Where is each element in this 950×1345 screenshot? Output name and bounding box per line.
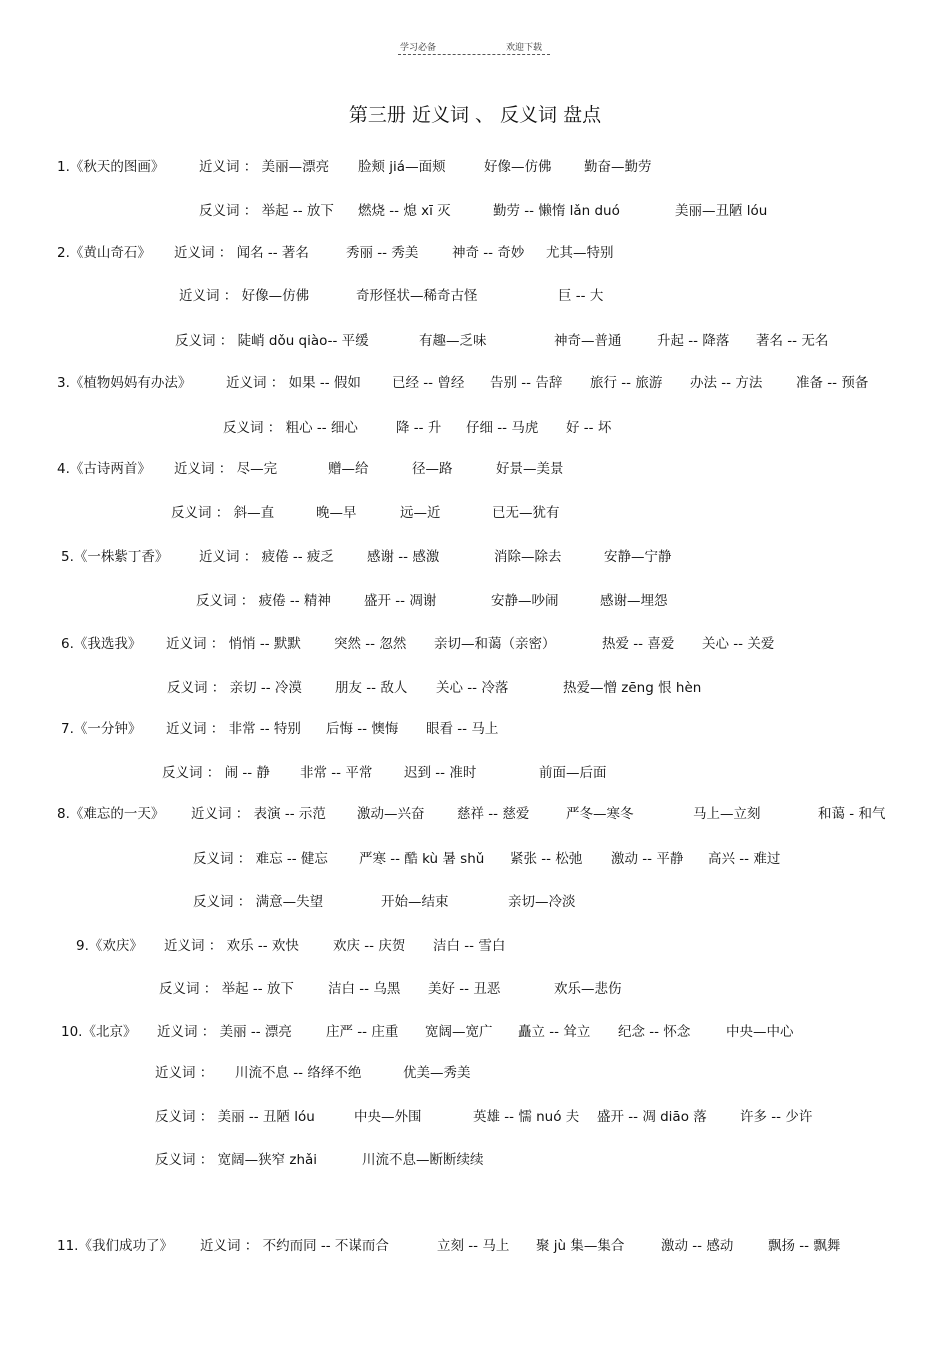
word-pair: 近义词 ： 好像—仿佛 xyxy=(179,288,310,304)
list-item xyxy=(0,419,950,437)
lesson-title: 1.《秋天的图画》 xyxy=(57,159,165,175)
list-item xyxy=(0,764,950,782)
word-pair: 优美—秀美 xyxy=(403,1065,471,1081)
word-pair: 和蔼 - 和气 xyxy=(818,806,886,822)
word-pair: 反义词 ： 斜—直 xyxy=(171,505,275,521)
word-pair: 赠—给 xyxy=(328,461,369,477)
word-pair: 近义词 ： 疲倦 -- 疲乏 xyxy=(199,549,334,565)
word-pair: 近义词 ： 悄悄 -- 默默 xyxy=(166,636,301,652)
word-pair: 近义词 ： 不约而同 -- 不谋而合 xyxy=(200,1238,389,1254)
word-pair: 反义词 ： 闹 -- 静 xyxy=(162,765,270,781)
word-pair: 反义词 ： 满意—失望 xyxy=(193,894,324,910)
word-pair: 川流不息—断断续续 xyxy=(362,1152,484,1168)
list-item xyxy=(0,1064,950,1082)
list-item xyxy=(0,1023,950,1041)
word-pair: 美好 -- 丑恶 xyxy=(428,981,501,997)
word-pair: 神奇 -- 奇妙 xyxy=(452,245,525,261)
word-pair: 晚—早 xyxy=(316,505,357,521)
page-header xyxy=(398,38,550,56)
word-pair: 非常 -- 平常 xyxy=(300,765,373,781)
word-pair: 欢乐—悲伤 xyxy=(554,981,622,997)
word-pair: 远—近 xyxy=(400,505,441,521)
word-pair: 宽阔—宽广 xyxy=(425,1024,493,1040)
word-pair: 近义词 ： 表演 -- 示范 xyxy=(191,806,326,822)
header-divider xyxy=(398,54,550,55)
lesson-title: 7.《一分钟》 xyxy=(61,721,142,737)
word-pair: 矗立 -- 耸立 xyxy=(518,1024,591,1040)
word-pair: 洁白 -- 雪白 xyxy=(433,938,506,954)
word-pair: 纪念 -- 怀念 xyxy=(618,1024,691,1040)
word-pair: 告别 -- 告辞 xyxy=(490,375,563,391)
word-pair: 近义词 ： 欢乐 -- 欢快 xyxy=(164,938,299,954)
list-item xyxy=(0,244,950,262)
header-right-text: 欢迎下载 xyxy=(506,43,543,53)
word-pair: 后悔 -- 懊悔 xyxy=(326,721,399,737)
word-pair: 燃烧 -- 熄 xī 灭 xyxy=(358,203,451,219)
word-pair: 英雄 -- 懦 nuó 夫 xyxy=(473,1109,580,1125)
word-pair: 降 -- 升 xyxy=(396,420,442,436)
word-pair: 关心 -- 关爱 xyxy=(702,636,775,652)
list-item xyxy=(0,592,950,610)
word-pair: 安静—吵闹 xyxy=(491,593,559,609)
word-pair: 办法 -- 方法 xyxy=(690,375,763,391)
lesson-title: 6.《我选我》 xyxy=(61,636,142,652)
word-pair: 径—路 xyxy=(412,461,453,477)
word-pair: 近义词 ： 如果 -- 假如 xyxy=(226,375,361,391)
word-pair: 奇形怪状—稀奇古怪 xyxy=(356,288,478,304)
word-pair: 美丽—丑陋 lóu xyxy=(675,203,768,219)
word-pair: 聚 jù 集—集合 xyxy=(536,1238,625,1254)
word-pair: 眼看 -- 马上 xyxy=(426,721,499,737)
list-item xyxy=(0,1108,950,1126)
word-pair: 严冬—寒冬 xyxy=(566,806,634,822)
word-pair: 激动 -- 平静 xyxy=(611,851,684,867)
word-pair: 著名 -- 无名 xyxy=(756,333,829,349)
lesson-title: 5.《一株紫丁香》 xyxy=(61,549,169,565)
list-item xyxy=(0,937,950,955)
word-pair: 近义词 ： 非常 -- 特别 xyxy=(166,721,301,737)
word-pair: 好景—美景 xyxy=(496,461,564,477)
word-pair: 关心 -- 冷落 xyxy=(436,680,509,696)
word-pair: 许多 -- 少许 xyxy=(740,1109,813,1125)
word-pair: 盛开 -- 凋谢 xyxy=(364,593,437,609)
lesson-title: 11.《我们成功了》 xyxy=(57,1238,173,1254)
word-pair: 迟到 -- 准时 xyxy=(404,765,477,781)
word-pair: 勤奋—勤劳 xyxy=(584,159,652,175)
word-pair: 反义词 ： 举起 -- 放下 xyxy=(159,981,294,997)
lesson-title: 10.《北京》 xyxy=(61,1024,137,1040)
word-pair: 突然 -- 忽然 xyxy=(334,636,407,652)
word-pair: 感谢 -- 感激 xyxy=(367,549,440,565)
word-pair: 秀丽 -- 秀美 xyxy=(346,245,419,261)
word-pair: 反义词 ： 宽阔—狭窄 zhǎi xyxy=(155,1152,318,1168)
word-pair: 感谢—埋怨 xyxy=(600,593,668,609)
word-pair: 脸颊 jiá—面颊 xyxy=(358,159,446,175)
page-title: 第三册 近义词 、 反义词 盘点 xyxy=(348,104,602,126)
word-pair: 反义词 ： 疲倦 -- 精神 xyxy=(196,593,331,609)
word-pair: 神奇—普通 xyxy=(554,333,622,349)
list-item xyxy=(0,460,950,478)
word-pair: 欢庆 -- 庆贺 xyxy=(333,938,406,954)
list-item xyxy=(0,980,950,998)
word-pair: 慈祥 -- 慈爱 xyxy=(457,806,530,822)
word-pair: 热爱 -- 喜爱 xyxy=(602,636,675,652)
word-pair: 庄严 -- 庄重 xyxy=(326,1024,399,1040)
word-pair: 已无—犹有 xyxy=(492,505,560,521)
list-item xyxy=(0,332,950,350)
word-pair: 高兴 -- 难过 xyxy=(708,851,781,867)
lesson-title: 9.《欢庆》 xyxy=(76,938,143,954)
word-pair: 反义词 ： 美丽 -- 丑陋 lóu xyxy=(155,1109,315,1125)
word-pair: 飘扬 -- 飘舞 xyxy=(768,1238,841,1254)
list-item xyxy=(0,202,950,220)
list-item xyxy=(0,893,950,911)
lesson-title: 3.《植物妈妈有办法》 xyxy=(57,375,192,391)
word-pair: 近义词 ： 尽—完 xyxy=(174,461,278,477)
word-pair: 亲切—和蔼（亲密） xyxy=(434,636,556,652)
list-item xyxy=(0,1151,950,1169)
word-pair: 安静—宁静 xyxy=(604,549,672,565)
word-pair: 好 -- 坏 xyxy=(566,420,612,436)
word-pair: 尤其—特别 xyxy=(546,245,614,261)
word-pair: 中央—外围 xyxy=(354,1109,422,1125)
word-pair: 前面—后面 xyxy=(539,765,607,781)
list-item xyxy=(0,548,950,566)
word-pair: 严寒 -- 酷 kù 暑 shǔ xyxy=(359,851,485,867)
word-pair: 旅行 -- 旅游 xyxy=(590,375,663,391)
list-item xyxy=(0,850,950,868)
word-pair: 川流不息 -- 络绎不绝 xyxy=(235,1065,362,1081)
list-item xyxy=(0,504,950,522)
list-item xyxy=(0,1237,950,1255)
word-pair: 热爱—憎 zēng 恨 hèn xyxy=(563,680,702,696)
word-pair: 反义词 ： 陡峭 dǒu qiào-- 平缓 xyxy=(175,333,369,349)
word-pair: 仔细 -- 马虎 xyxy=(466,420,539,436)
list-item xyxy=(0,374,950,392)
word-pair: 有趣—乏味 xyxy=(419,333,487,349)
word-pair: 盛开 -- 凋 diāo 落 xyxy=(597,1109,707,1125)
list-item xyxy=(0,679,950,697)
word-pair: 消除—除去 xyxy=(494,549,562,565)
lesson-title: 8.《难忘的一天》 xyxy=(57,806,165,822)
header-left-text: 学习必备 xyxy=(400,43,437,53)
word-pair: 已经 -- 曾经 xyxy=(392,375,465,391)
word-pair: 紧张 -- 松弛 xyxy=(510,851,583,867)
word-pair: 立刻 -- 马上 xyxy=(437,1238,510,1254)
word-pair: 朋友 -- 敌人 xyxy=(335,680,408,696)
word-pair: 马上—立刻 xyxy=(693,806,761,822)
list-item xyxy=(0,287,950,305)
list-item xyxy=(0,635,950,653)
list-item xyxy=(0,720,950,738)
word-pair: 近义词 ： 美丽 -- 漂亮 xyxy=(157,1024,292,1040)
word-pair: 近义词 ： xyxy=(155,1065,214,1081)
word-pair: 反义词 ： 亲切 -- 冷漠 xyxy=(167,680,302,696)
word-pair: 开始—结束 xyxy=(381,894,449,910)
list-item xyxy=(0,158,950,176)
word-pair: 反义词 ： 难忘 -- 健忘 xyxy=(193,851,328,867)
word-pair: 近义词 ： 闻名 -- 著名 xyxy=(174,245,309,261)
word-pair: 近义词 ： 美丽—漂亮 xyxy=(199,159,330,175)
word-pair: 亲切—冷淡 xyxy=(508,894,576,910)
word-pair: 激动 -- 感动 xyxy=(661,1238,734,1254)
list-item xyxy=(0,805,950,823)
word-pair: 准备 -- 预备 xyxy=(796,375,869,391)
word-pair: 洁白 -- 乌黑 xyxy=(328,981,401,997)
word-pair: 反义词 ： 举起 -- 放下 xyxy=(199,203,334,219)
lesson-title: 4.《古诗两首》 xyxy=(57,461,151,477)
word-pair: 激动—兴奋 xyxy=(357,806,425,822)
word-pair: 升起 -- 降落 xyxy=(657,333,730,349)
lesson-title: 2.《黄山奇石》 xyxy=(57,245,151,261)
word-pair: 反义词 ： 粗心 -- 细心 xyxy=(223,420,358,436)
word-pair: 巨 -- 大 xyxy=(558,288,604,304)
word-pair: 中央—中心 xyxy=(726,1024,794,1040)
word-pair: 勤劳 -- 懒惰 lǎn duó xyxy=(493,203,620,219)
word-pair: 好像—仿佛 xyxy=(484,159,552,175)
